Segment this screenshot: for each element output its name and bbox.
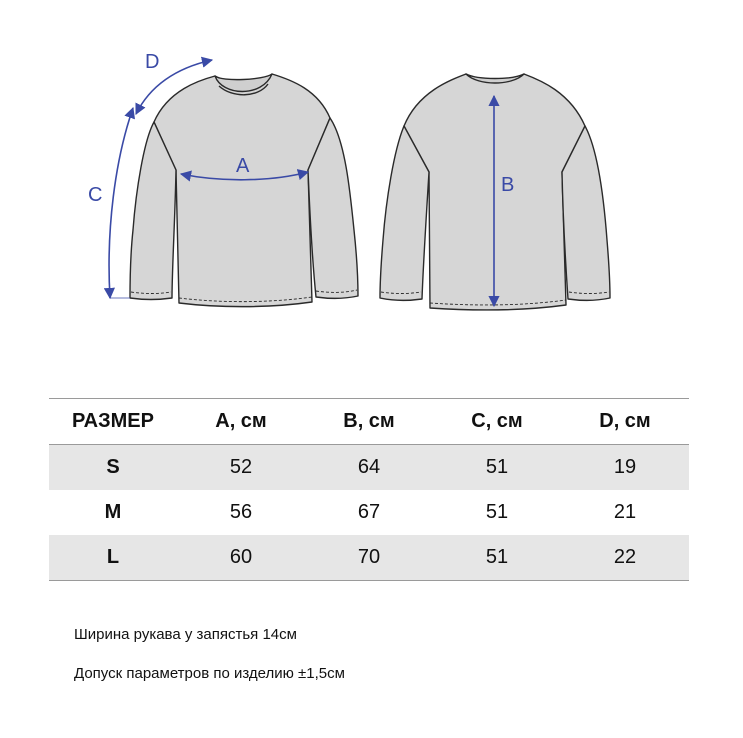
size-cell: S	[49, 445, 177, 491]
arrow-c	[109, 108, 133, 298]
header-size: РАЗМЕР	[49, 399, 177, 445]
sweatshirt-back	[380, 74, 610, 310]
label-d: D	[145, 51, 160, 73]
size-cell: M	[104, 501, 122, 523]
table-header-row	[49, 399, 689, 445]
value-b: 70	[305, 535, 433, 581]
table-row	[49, 445, 689, 491]
header-a: A, см	[177, 399, 305, 445]
value-b: 67	[357, 501, 381, 523]
header-c: C, см	[433, 399, 561, 445]
size-cell: L	[49, 535, 177, 581]
value-c: 51	[433, 535, 561, 581]
garment-diagram	[0, 0, 743, 330]
value-b: 64	[305, 445, 433, 491]
value-c: 51	[485, 501, 509, 523]
value-a: 52	[177, 445, 305, 491]
sweatshirt-front	[130, 74, 358, 307]
value-a: 60	[177, 535, 305, 581]
value-d: 21	[613, 501, 637, 523]
value-d: 19	[561, 445, 689, 491]
table-row	[49, 490, 689, 535]
tolerance-note: Допуск параметров по изделию ±1,5см	[74, 665, 345, 682]
size-chart-table	[49, 398, 689, 581]
label-a: A	[236, 155, 250, 177]
value-c: 51	[433, 445, 561, 491]
header-d: D, см	[561, 399, 689, 445]
table-row	[49, 535, 689, 581]
header-b: B, см	[305, 399, 433, 445]
value-a: 56	[229, 501, 253, 523]
front-body	[154, 74, 330, 307]
sleeve-width-note: Ширина рукава у запястья 14см	[74, 626, 297, 643]
value-d: 22	[561, 535, 689, 581]
label-b: B	[501, 174, 515, 196]
label-c: C	[88, 184, 103, 206]
